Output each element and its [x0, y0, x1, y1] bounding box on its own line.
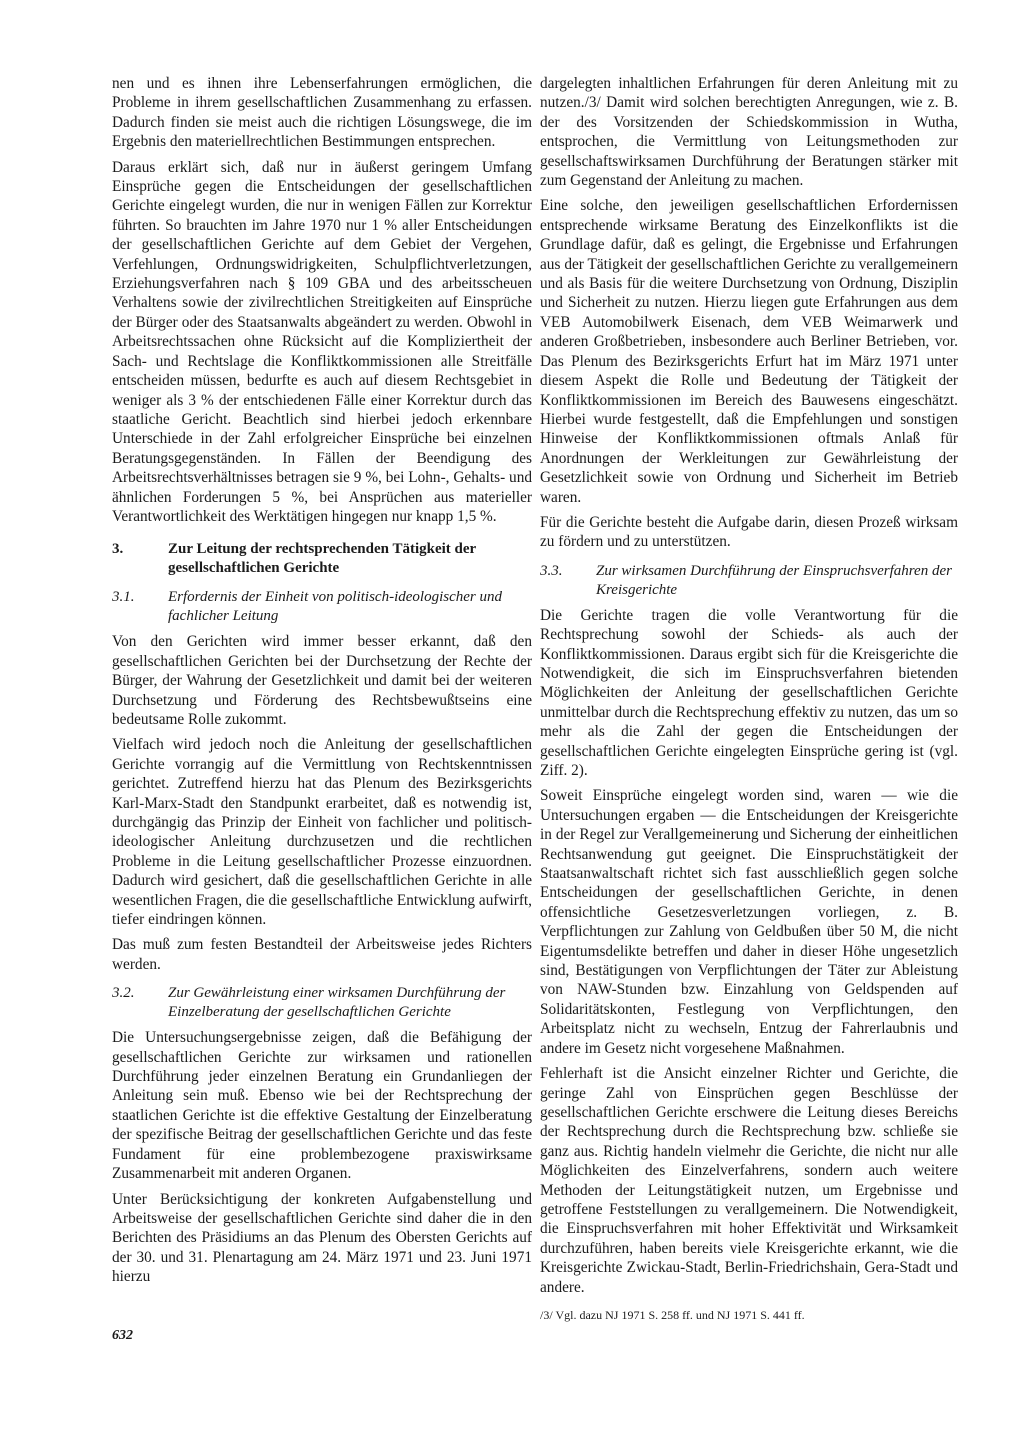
- subsection-number: 3.1.: [112, 589, 135, 606]
- paragraph: Unter Berücksichtigung der konkreten Aufgabenstellung und Arbeitsweise der gesellschaftlichen Gerichte sind daher die in den Berichten des Präsidiums an das Plenum des Obersten Gerichts auf der 30. und 31. Plenartagung am 24. März 1971 und 23. Juni 1971 hierzu: [112, 1190, 532, 1286]
- paragraph: Von den Gerichten wird immer besser erkannt, daß den gesellschaftlichen Gerichten bei der Durchsetzung der Rechte der Bürger, der Wahrung der Gesetzlichkeit und damit bei der weiteren Durchsetzung und Förderung des Rechtsbewußtseins eine bedeutsame Rolle zukommt.: [112, 633, 532, 728]
- paragraph: Daraus erklärt sich, daß nur in äußerst geringem Umfang Einsprüche gegen die Entscheidungen der gesellschaftlichen Gerichte eingelegt wurden, die nur in wenigen Fällen zur Korrektur führten. So brauchten im Jahre 1970 nur 1 % aller Entscheidungen der gesellschaftlichen Gerichte auf dem Gebiet der Vergehen, Verfehlungen, Ordnungswidrigkeiten, Schulpflichtverletzungen, Erziehungsverfahren nach § 109 GBA und des arbeitsscheuen Verhaltens sowie der zivilrechtlichen Streitigkeiten auf Einsprüche der Bürger oder des Staatsanwalts abgeändert zu werden. Obwohl in Arbeitsrechtssachen ohne Rücksicht auf die Kompliziertheit der Sach- und Rechtslage die Konfliktkommissionen alle Streitfälle entscheiden müssen, bedurfte es auch auf diesem Rechtsgebiet in weniger als 3 % der entschiedenen Fälle einer Korrektur durch das staatliche Gericht. Beachtlich sind hierbei jedoch erkennbare Unterschiede in der Zahl erfolgreicher Einsprüche bei einzelnen Beratungsgegenständen. In Fällen der Beendigung des Arbeitsrechtsverhältnisses betragen sie 9 %, bei Lohn-, Gehalts- und ähnlichen Forderungen 5 %, bei Ansprüchen aus materieller Verantwortlichkeit des Werktätigen hingegen nur knapp 1,5 %.: [112, 158, 532, 525]
- section-title: Zur Leitung der rechtsprechenden Tätigkeit der gesellschaftlichen Gerichte: [168, 541, 476, 577]
- subsection-title: Erfordernis der Einheit von politisch-ideologischer und fachlicher Leitung: [168, 589, 502, 625]
- subsection-title: Zur Gewährleistung einer wirksamen Durchführung der Einzelberatung der gesellschaftlichen Gerichte: [168, 985, 506, 1021]
- footnote: /3/ Vgl. dazu NJ 1971 S. 258 ff. und NJ 1971 S. 441 ff.: [540, 1308, 805, 1322]
- paragraph: Eine solche, den jeweiligen gesellschaftlichen Erfordernissen entsprechende wirksame Beratung des Einzelkonflikts ist die Grundlage dafür, daß es gelingt, die Ergebnisse und Erfahrungen aus der Tätigkeit der gesellschaftlichen Gerichte zu verallgemeinern und als Basis für die weitere Durchsetzung von Ordnung, Disziplin und Sicherheit zu nutzen. Hierzu liegen gute Erfahrungen aus dem VEB Automobilwerk Eisenach, dem VEB Weimarwerk und anderen Großbetrieben, insbesondere auch Berliner Betrieben, vor. Das Plenum des Bezirksgerichts Erfurt hat im März 1971 unter diesem Aspekt die Rolle und Bedeutung der Tätigkeit der Konfliktkommissionen im Bereich des Bauwesens eingeschätzt. Hierbei wurde festgestellt, daß die Empfehlungen und sonstigen Hinweise der Konfliktkommissionen oftmals Anlaß für Anordnungen der Werkleitungen zur Gewährleistung der Gesetzlichkeit sowie von Ordnung und Sicherheit im Betrieb waren.: [540, 197, 958, 506]
- right-column: [540, 74, 958, 1303]
- paragraph: Soweit Einsprüche eingelegt worden sind, waren — wie die Untersuchungen ergaben — die Entscheidungen der Kreisgerichte in der Regel zur Verallgemeinerung und Sicherung der einheitlichen Rechtsanwendung gut geeignet. Die Einspruchstätigkeit der Staatsanwaltschaft richtet sich fast ausschließlich gegen solche Entscheidungen der gesellschaftlichen Gerichte, in denen offensichtliche Gesetzesverletzungen vorliegen, z. B. Verpflichtungen zur Zahlung von Geldbußen über 50 M, die nicht Eigentumsdelikte betreffen und daher in dieser Höhe ungesetzlich sind, Bestätigungen von Verpflichtungen der Täter zur Ableistung von NAW-Stunden bzw. Einzahlung von Geldspenden auf Solidaritätskonten, Festlegung von Verpflichtungen, den Arbeitsplatz nicht zu wechseln, Entzug der Fahrerlaubnis und andere im Gesetz nicht vorgesehene Maßnahmen.: [540, 787, 958, 1057]
- subsection-heading-3-2: [112, 984, 532, 1022]
- left-column: [112, 74, 532, 1293]
- section-heading-3: [112, 540, 532, 578]
- paragraph: Vielfach wird jedoch noch die Anleitung der gesellschaftlichen Gerichte vorrangig auf die Vermittlung von Rechtskenntnissen gerichtet. Zutreffend hierzu hat das Plenum des Bezirksgerichts Karl-Marx-Stadt den Standpunkt erarbeitet, daß es notwendig ist, durchgängig das Prinzip der Einheit von fachlicher und politisch-ideologischer Anleitung durchzusetzen und die rechtlichen Probleme in die Leitung gesellschaftlicher Prozesse einzuordnen. Dadurch wird gesichert, daß die gesellschaftlichen Gerichte in alle wesentlichen Fragen, die die gesellschaftliche Entwicklung aufwirft, tiefer eindringen können.: [112, 736, 532, 929]
- paragraph: dargelegten inhaltlichen Erfahrungen für deren Anleitung mit zu nutzen./3/ Damit wird solchen berechtigten Anregungen, wie z. B. der des Vorsitzenden der Schiedskommission in Wutha, entsprochen, die Vermittlung von Leitungsmethoden zur gesellschaftswirksamen Durchführung der Beratungen stärker mit zum Gegenstand der Anleitung zu machen.: [540, 75, 958, 190]
- subsection-title: Zur wirksamen Durchführung der Einspruchsverfahren der Kreisgerichte: [596, 562, 952, 598]
- paragraph: Die Gerichte tragen die volle Verantwortung für die Rechtsprechung sowohl der Schieds- als auch der Konfliktkommissionen. Daraus ergibt sich für die Kreisgerichte die Notwendigkeit, die sich im Einspruchsverfahren bietenden Möglichkeiten der Anleitung der gesellschaftlichen Gerichte unmittelbar durch die Rechtsprechung effektiv zu nutzen, das um so mehr als die Zahl der gegen die Entscheidungen der gesellschaftlichen Gerichte eingelegten Einsprüche gering ist (vgl. Ziff. 2).: [540, 606, 958, 779]
- section-number: 3.: [112, 541, 124, 558]
- paragraph: Für die Gerichte besteht die Aufgabe darin, diesen Prozeß wirksam zu fördern und zu unterstützen.: [540, 513, 958, 551]
- subsection-number: 3.3.: [540, 562, 563, 579]
- subsection-heading-3-3: [540, 562, 958, 600]
- paragraph: Fehlerhaft ist die Ansicht einzelner Richter und Gerichte, die geringe Zahl von Einsprüchen gegen Beschlüsse der gesellschaftlichen Gerichte erschwere die Leitung dieses Bereichs der Rechtsprechung durch die Rechtsprechung bzw. schließe sie ganz aus. Richtig handeln vielmehr die Gerichte, die nicht nur alle Möglichkeiten des Einzelverfahrens, sondern auch weitere Methoden der Leitungstätigkeit nutzen, um Ergebnisse und getroffene Feststellungen zu verallgemeinern. Die Notwendigkeit, die Einspruchsverfahren mit hoher Effektivität und Wirksamkeit durchzuführen, haben bereits viele Kreisgerichte erkannt, wie die Kreisgerichte Zwickau-Stadt, Berlin-Friedrichshain, Gera-Stadt und andere.: [540, 1065, 958, 1296]
- paragraph: Das muß zum festen Bestandteil der Arbeitsweise jedes Richters werden.: [112, 936, 532, 973]
- subsection-heading-3-1: [112, 588, 532, 626]
- subsection-number: 3.2.: [112, 985, 135, 1002]
- paragraph: nen und es ihnen ihre Lebenserfahrungen ermöglichen, die Probleme in ihrem gesellschaftlichen Zusammenhang zu erfassen. Dadurch finden sie meist auch die richtigen Lösungswege, die im Ergebnis den materiellrechtlichen Bestimmungen entsprechen.: [112, 75, 532, 151]
- paragraph: Die Untersuchungsergebnisse zeigen, daß die Befähigung der gesellschaftlichen Gerichte zur wirksamen und rationellen Durchführung jeder einzelnen Beratung ein Grundanliegen der Anleitung sein muß. Ebenso wie bei der Rechtsprechung der staatlichen Gerichte ist die effektive Gestaltung der Einzelberatung der spezifische Beitrag der gesellschaftlichen Gerichte und das feste Fundament für eine problembezogene praxiswirksame Zusammenarbeit mit anderen Organen.: [112, 1029, 532, 1183]
- page-number: 632: [112, 1328, 133, 1343]
